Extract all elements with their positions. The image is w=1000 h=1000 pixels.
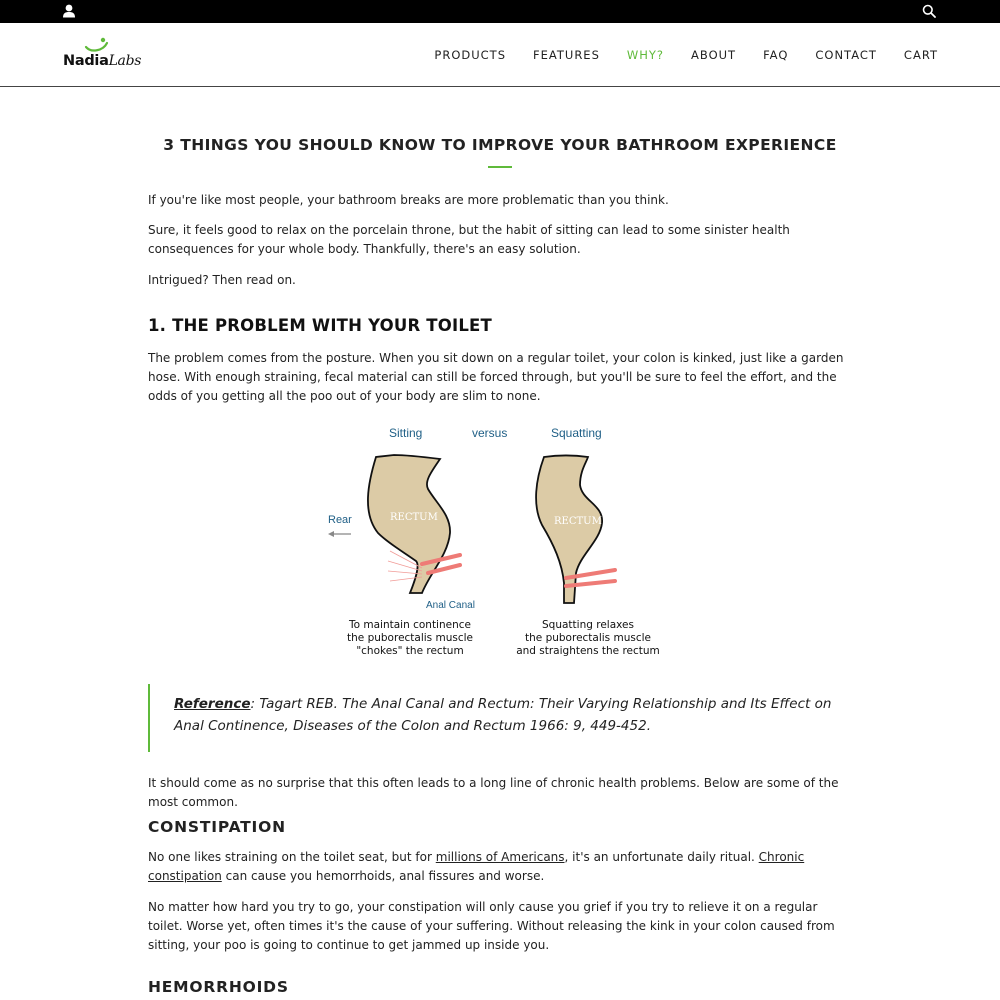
diagram-label-sitting: Sitting <box>389 426 423 440</box>
section-heading-problem: 1. THE PROBLEM WITH YOUR TOILET <box>148 316 492 335</box>
nav-cart[interactable]: CART <box>903 48 938 62</box>
logo-swoosh-icon <box>83 37 109 53</box>
diagram-label-squatting: Squatting <box>551 426 602 440</box>
user-icon[interactable] <box>62 4 76 18</box>
logo-text: NadiaLabs <box>63 53 142 69</box>
heading-constipation: CONSTIPATION <box>148 818 286 836</box>
intro-paragraph-2: Sure, it feels good to relax on the porcelain throne, but the habit of sitting can lead to some sinister health consequences for your whole body. Thankfully, there's an easy solution. <box>148 223 790 256</box>
nav-why[interactable]: WHY? <box>626 48 665 62</box>
nav-faq[interactable]: FAQ <box>763 48 789 62</box>
after-reference-paragraph: It should come as no surprise that this often leads to a long line of chronic health problems. Below are some of the most common. <box>148 776 839 809</box>
rectum-squatting-shape <box>536 456 602 604</box>
intro-paragraph-1: If you're like most people, your bathroom breaks are more problematic than you think. <box>148 193 669 207</box>
nav-about[interactable]: ABOUT <box>691 48 737 62</box>
caption-left-line-3: "chokes" the rectum <box>356 645 464 657</box>
main-nav <box>407 23 938 87</box>
diagram-label-rear: Rear <box>328 514 352 526</box>
rectum-label-sitting: RECTUM <box>390 512 438 523</box>
top-bar <box>0 0 1000 23</box>
link-millions-of-americans[interactable]: millions of Americans <box>435 850 565 864</box>
page-title: 3 THINGS YOU SHOULD KNOW TO IMPROVE YOUR BATHROOM EXPERIENCE <box>163 136 837 154</box>
constipation-paragraph-1: No one likes straining on the toilet seat, but for millions of Americans, it's an unfortunate daily ritual. Chronic constipation can cause you hemorrhoids, anal fissures and worse. <box>148 850 805 883</box>
reference-label: Reference <box>174 696 251 712</box>
caption-right-line-3: and straightens the rectum <box>516 645 660 657</box>
site-header <box>0 23 1000 87</box>
posture-diagram <box>318 423 678 663</box>
search-icon[interactable] <box>922 4 936 18</box>
caption-right-line-1: Squatting relaxes <box>542 619 634 631</box>
caption-right-line-2: the puborectalis muscle <box>525 632 651 644</box>
nadialabs-logo[interactable] <box>63 37 153 77</box>
heading-hemorrhoids: HEMORRHOIDS <box>148 978 289 996</box>
caption-left-line-1: To maintain continence <box>349 619 471 631</box>
title-underline <box>488 166 512 168</box>
reference-blockquote <box>148 684 848 752</box>
caption-left-line-2: the puborectalis muscle <box>347 632 473 644</box>
nav-contact[interactable]: CONTACT <box>815 48 877 62</box>
nav-products[interactable]: PRODUCTS <box>434 48 507 62</box>
problem-paragraph: The problem comes from the posture. When you sit down on a regular toilet, your colon is kinked, just like a garden hose. With enough straining, fecal material can still be forced through, but you'll be sure to feel the effort, and the odds of you getting all the poo out of your body are slim to none. <box>148 351 844 403</box>
rectum-label-squatting: RECTUM <box>554 516 602 527</box>
rear-arrow-icon <box>328 531 351 537</box>
reference-text: : Tagart REB. The Anal Canal and Rectum: Their Varying Relationship and Its Effect on Anal Continence, Diseases of the Colon and Rectum 1966: 9, 449-452. <box>174 696 832 734</box>
constipation-paragraph-2: No matter how hard you try to go, your constipation will only cause you grief if you try to relieve it on a regular toilet. Worse yet, often times it's the cause of your suffering. Without releasing the kink in your colon caused from sitting, your poo is going to continue to get jammed up inside you. <box>148 900 835 952</box>
nav-features[interactable]: FEATURES <box>533 48 600 62</box>
diagram-label-anal-canal: Anal Canal <box>426 600 475 611</box>
link-chronic-constipation[interactable]: Chronic constipation <box>148 850 805 883</box>
intro-paragraph-3: Intrigued? Then read on. <box>148 273 296 287</box>
diagram-label-versus: versus <box>472 426 508 440</box>
